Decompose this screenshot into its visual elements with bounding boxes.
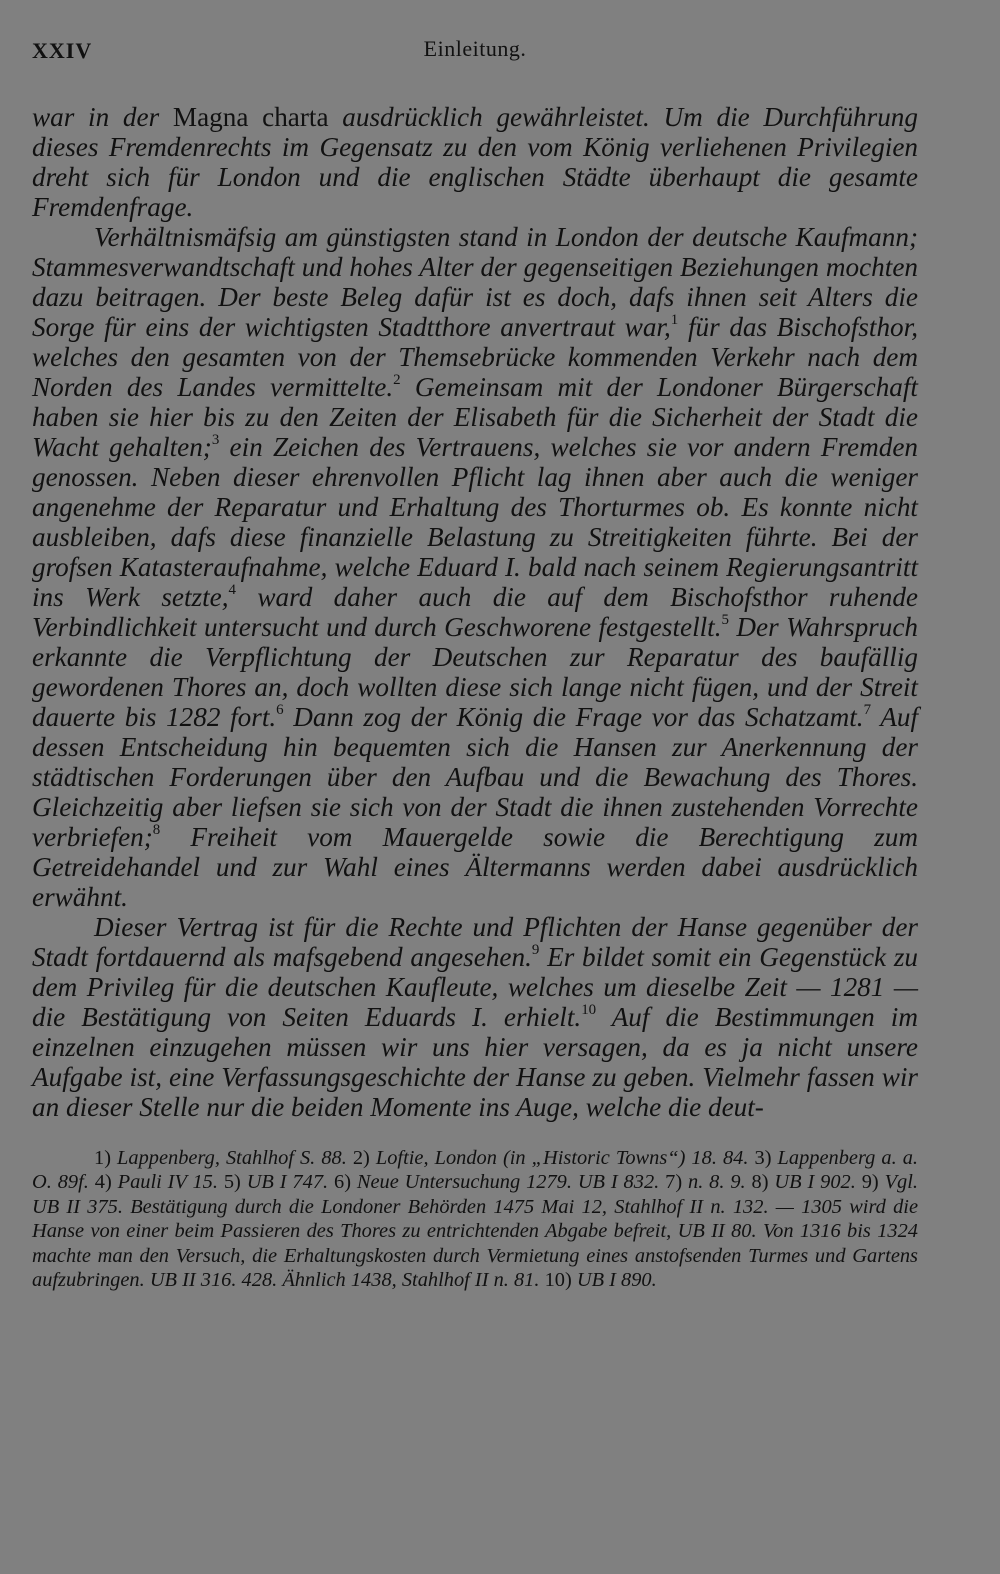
paragraph-1: [32, 102, 918, 222]
footnote-number-6: 6): [334, 1171, 351, 1194]
text-span-upright: Magna charta: [172, 102, 329, 132]
paragraph-3: [32, 912, 918, 1122]
footnote-ref-4: 4: [228, 582, 237, 599]
running-head: Einleitung.: [423, 36, 527, 61]
footnote-text-3: Lappenberg a. a. O. 89f.: [32, 1147, 918, 1194]
footnote-ref-2: 2: [393, 372, 401, 389]
footnote-text-8: UB I 902.: [768, 1171, 862, 1194]
footnote-text-10: UB I 890.: [571, 1269, 657, 1292]
footnote-number-4: 4): [94, 1171, 112, 1194]
text-span: Freiheit vom Mauergelde sowie die Berechtigung zum Getreidehandel und zur Wahl eines Ältermanns werden dabei ausdrücklich erwähnt.: [32, 822, 918, 912]
footnote-number-10: 10): [544, 1269, 572, 1292]
footnote-block: [32, 1146, 918, 1292]
footnote-number-5: 5): [223, 1171, 241, 1194]
text-span: Auf dessen Entscheidung hin bequemten sich die Hansen zur Anerkennung der städtischen Forderungen über den Aufbau und die Bewachung des Thores. Gleichzeitig aber liefsen sie sich von der Stadt die ihnen zustehenden Vorrechte verbriefen;: [32, 702, 919, 852]
main-text: [32, 102, 918, 1122]
text-span: ein Zeichen des Vertrauens, welches sie vor andern Fremden genossen. Neben dieser ehrenvollen Pflicht lag ihnen aber auch die weniger angenehme der Reparatur und Erhaltung des Thorturmes ob. Es konnte nicht ausbleiben, dafs diese finanzielle Belastung zu Streitigkeiten führte. Bei der grofsen Katasteraufnahme, welche Eduard I. bald nach seinem Regierungsantritt ins Werk setzte,: [32, 432, 918, 612]
text-span: Er bildet somit ein Gegenstück zu dem Privileg für die deutschen Kaufleute, welches um dieselbe Zeit — 1281 — die Bestätigung von Seiten Eduards I. erhielt.: [32, 942, 918, 1032]
footnote-number-8: 8): [751, 1171, 769, 1194]
text-span: Dieser Vertrag ist für die Rechte und Pflichten der Hanse gegenüber der Stadt fortdauernd als mafsgebend angesehen.: [32, 912, 918, 972]
footnote-number-3: 3): [754, 1147, 772, 1169]
footnote-ref-7: 7: [863, 702, 872, 719]
footnote-ref-9: 9: [531, 942, 540, 959]
footnote-text-1: Lappenberg, Stahlhof S. 88.: [111, 1147, 353, 1169]
footnote-number-7: 7): [665, 1171, 683, 1194]
text-span: Der Wahrspruch erkannte die Verpflichtung der Deutschen zur Reparatur des baufällig gewordenen Thores an, doch wollten diese sich lange nicht fügen, und der Streit dauerte bis 1282 fort.: [32, 612, 918, 732]
paragraph-2: [32, 222, 918, 912]
footnote-ref-3: 3: [211, 432, 220, 449]
footnote-ref-5: 5: [721, 612, 730, 629]
text-span: für das Bischofsthor, welches den gesamten von der Themsebrücke kommenden Verkehr nach dem Norden des Landes vermittelte.: [32, 312, 918, 402]
footnote-number-9: 9): [861, 1171, 879, 1194]
text-span: war in der: [32, 102, 173, 132]
page-header: [32, 36, 918, 76]
footnote-text-7: n. 8. 9.: [682, 1171, 752, 1194]
page-number: XXIV: [32, 38, 93, 63]
footnote-ref-10: 10: [581, 1002, 597, 1019]
footnote-ref-1: 1: [670, 312, 679, 329]
footnote-text-4: Pauli IV 15.: [111, 1171, 224, 1194]
footnote-text-6: Neue Untersuchung 1279. UB I 832.: [351, 1171, 666, 1194]
text-span: Gemeinsam mit der Londoner Bürgerschaft haben sie hier bis zu den Zeiten der Elisabeth für die Sicherheit der Stadt die Wacht gehalten;: [32, 372, 918, 462]
footnote-text-9: Vgl. UB II 375. Bestätigung durch die Londoner Behörden 1475 Mai 12, Stahlhof II n. 132. — 1305 wird die Hanse von einer beim Passieren des Thores zu entrichtenden Abgabe befreit, UB II 80. Von 1316 bis 1324 machte man den Versuch, die Erhaltungskosten durch Vermietung eines anstofsenden Turmes und Gartens aufzubringen. UB II 316. 428. Ähnlich 1438, Stahlhof II n. 81.: [32, 1171, 919, 1292]
footnote-number-1: 1): [94, 1147, 111, 1169]
text-span: Dann zog der König die Frage vor das Schatzamt.: [283, 702, 864, 732]
footnote-text-2: Loftie, London (in „Historic Towns“) 18. 84.: [369, 1147, 755, 1169]
book-page: [32, 36, 918, 1292]
text-span: Auf die Bestimmungen im einzelnen einzugehen müssen wir uns hier versagen, da es ja nicht unsere Aufgabe ist, eine Verfassungsgeschichte der Hanse zu geben. Vielmehr fassen wir an dieser Stelle nur die beiden Momente ins Auge, welche die deut-: [32, 1002, 918, 1122]
footnotes: [32, 1146, 918, 1292]
footnote-ref-6: 6: [276, 702, 284, 719]
text-span: ward daher auch die auf dem Bischofsthor ruhende Verbindlichkeit untersucht und durch Geschworene festgestellt.: [32, 582, 918, 642]
footnote-number-2: 2): [352, 1147, 370, 1169]
footnote-ref-8: 8: [152, 822, 161, 839]
footnote-text-5: UB I 747.: [240, 1171, 334, 1194]
text-span: Verhältnismäfsig am günstigsten stand in London der deutsche Kaufmann; Stammesverwandtschaft und hohes Alter der gegenseitigen Beziehungen mochten dazu beitragen. Der beste Beleg dafür ist es doch, dafs ihnen seit Alters die Sorge für eins der wichtigsten Stadtthore anvertraut war,: [32, 222, 918, 342]
text-span: ausdrücklich gewährleistet. Um die Durchführung dieses Fremdenrechts im Gegensatz zu den vom König verliehenen Privilegien dreht sich für London und die englischen Städte überhaupt die gesamte Fremdenfrage.: [32, 102, 918, 222]
